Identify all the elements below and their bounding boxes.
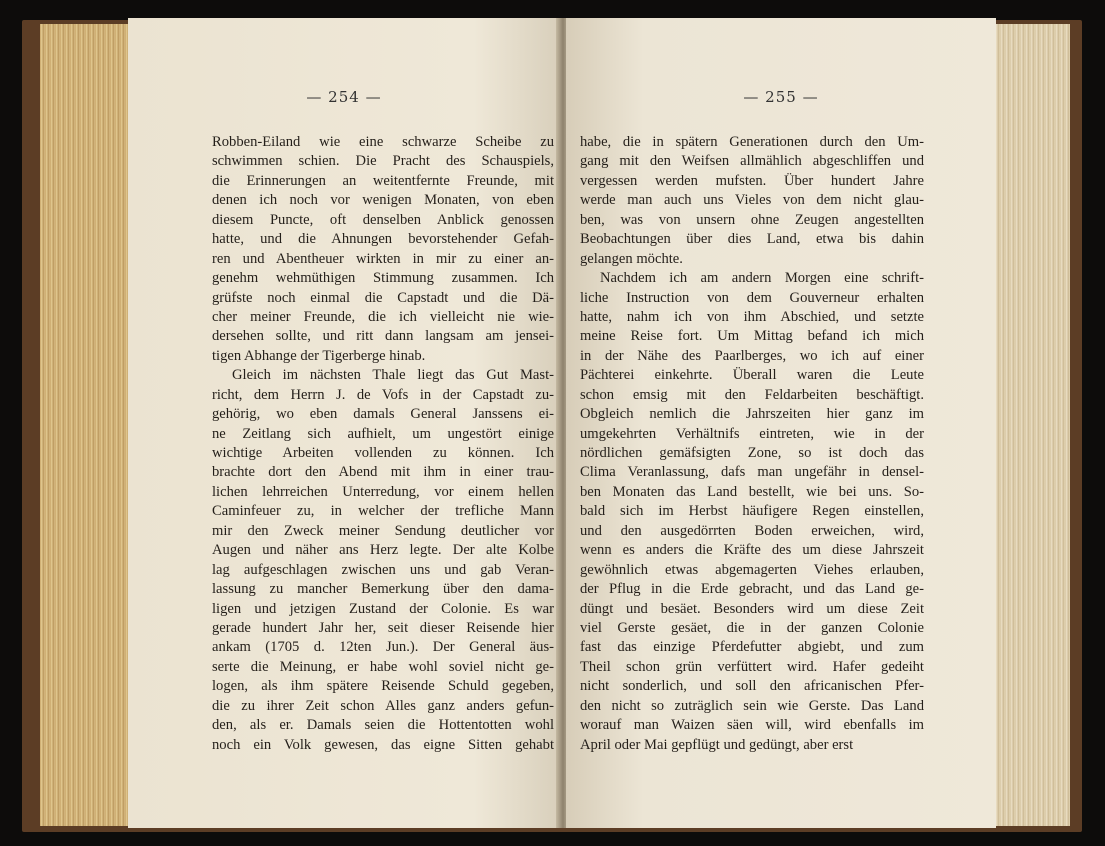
text-line: die Erinnerungen an weitentfernte Freunde, mit [212, 172, 554, 189]
right-page [566, 18, 996, 828]
text-line: ligen und jetzigen Zustand der Colonie. Es war [212, 600, 554, 617]
right-page-text [580, 133, 924, 755]
text-line: hatte, nahm ich von ihm Abschied, und setzte [580, 308, 924, 325]
text-line: April oder Mai gepflügt und gedüngt, aber erst [580, 736, 854, 753]
text-line: die zu ihrer Zeit schon Alles ganz anders gefun- [212, 697, 554, 714]
text-line: in der Nähe des Paarlberges, wo ich auf einer [580, 347, 924, 364]
left-page-edges [40, 24, 136, 826]
text-line: cher meiner Freunde, die ich vielleicht nie wie- [212, 308, 554, 325]
text-line: lassung zu mancher Bemerkung über den dama- [212, 581, 554, 598]
text-line: liche Instruction von dem Gouverneur erhalten [580, 289, 924, 306]
text-line: gerade hundert Jahr her, seit dieser Reisende hier [212, 619, 554, 636]
text-line: logen, als ihm spätere Reisende Schuld gegeben, [212, 678, 554, 695]
text-line: genehm wehmüthigen Stimmung zusammen. Ich [212, 270, 554, 287]
text-line: lag aufgeschlagen zwischen uns und gab Veran- [212, 561, 554, 578]
text-line: und den ausgedörrten Boden erweichen, wird, [580, 522, 924, 539]
text-line: werde man auch uns Vieles von dem nicht glau- [580, 192, 924, 209]
text-line: Pächterei einkehrte. Überall waren die Leute [580, 367, 924, 384]
left-page-number: — 254 — [306, 88, 382, 106]
text-line: meine Reise fort. Um Mittag befand ich mich [580, 328, 924, 345]
text-line: schon emsig mit den Feldarbeiten beschäftigt. [580, 386, 924, 403]
text-line: tigen Abhange der Tigerberge hinab. [212, 347, 426, 364]
text-line: den nicht so zuträglich sein wie Gerste. Das Land [580, 697, 924, 714]
text-line: umgekehrten Verhältnifs eintreten, wie in der [580, 425, 924, 442]
text-line: nicht sonderlich, und soll den africanischen Pfer- [580, 678, 924, 695]
text-line: serte die Meinung, er habe wohl soviel nicht ge- [212, 658, 554, 675]
right-page-number: — 255 — [743, 88, 819, 106]
text-line: gehörig, wo eben damals General Janssens ei- [212, 406, 554, 423]
text-line: hatte, und die Ahnungen bevorstehender Gefah- [212, 231, 554, 248]
text-line: ren und Abentheuer wirkten in mir zu einer an- [212, 250, 554, 267]
text-line: fast das einzige Pferdefutter abgiebt, und zum [580, 639, 924, 656]
text-line: Theil schon grün verfüttert wird. Hafer gedeiht [580, 658, 924, 675]
text-line: brachte dort den Abend mit ihm in einer trau- [212, 464, 554, 481]
text-line: Caminfeuer zu, in welcher der trefliche Mann [212, 503, 554, 520]
text-line: gang mit den Weifsen allmählich abgeschliffen und [580, 153, 924, 170]
text-line: der Pflug in die Erde gebracht, und das Land ge- [580, 581, 924, 598]
text-line: gewöhnlich etwas abgemagerten Viehes erlauben, [580, 561, 924, 578]
text-line: den, als er. Damals seien die Hottentotten wohl [212, 717, 554, 734]
left-page-text [212, 133, 554, 755]
text-line: habe, die in spätern Generationen durch den Um- [580, 134, 924, 150]
text-line: Nachdem ich am andern Morgen eine schrift- [600, 270, 924, 287]
text-line: dersehen sollte, und ritt dann langsam am jensei- [212, 328, 554, 345]
text-line: richt, dem Herrn J. de Vofs in der Capstadt zu- [212, 386, 554, 403]
text-line: grüfste noch einmal die Capstadt und die Dä- [212, 289, 554, 306]
text-line: diesem Puncte, oft denselben Anblick genossen [212, 211, 554, 228]
text-line: ben Monaten das Land bestellt, wie bei uns. So- [580, 483, 924, 500]
text-line: lichen lehrreichen Unterredung, vor einem hellen [212, 483, 554, 500]
text-line: ne Zeitlang sich aufhielt, um ungestört einige [212, 425, 554, 442]
text-line: ankam (1705 d. 12ten Jun.). Der General äus- [212, 639, 554, 656]
right-page-edges [990, 24, 1070, 826]
text-line: Augen und näher ans Herz legte. Der alte Kolbe [212, 542, 554, 559]
text-line: nördlichen gemäfsigten Zone, so ist doch das [580, 445, 924, 461]
text-line: Clima Veranlassung, dafs man ungefähr in densel- [580, 464, 924, 481]
text-line: Obgleich nemlich die Jahrszeiten hier ganz im [580, 406, 924, 423]
text-line: Robben-Eiland wie eine schwarze Scheibe zu [212, 134, 554, 150]
text-line: düngt und besäet. Besonders wird um diese Zeit [580, 600, 924, 617]
text-line: mir den Zweck meiner Sendung deutlicher vor [212, 522, 554, 539]
text-line: bald sich im Herbst häufigere Regen einstellen, [580, 503, 924, 520]
text-line: noch ein Volk gewesen, das eigne Sitten gehabt [212, 736, 554, 753]
text-line: wichtige Arbeiten vollenden zu können. Ich [212, 445, 554, 461]
text-line: viel Gerste gesäet, die in der ganzen Colonie [580, 619, 924, 636]
text-line: worauf man Waizen säen will, wird ebenfalls im [580, 717, 924, 734]
text-line: ben, was von unsern ohne Zeugen angestellten [580, 211, 924, 228]
text-line: Beobachtungen über dies Land, etwa bis dahin [580, 231, 924, 248]
text-line: Gleich im nächsten Thale liegt das Gut Mast- [232, 367, 554, 384]
text-line: denen ich noch vor wenigen Monaten, von eben [212, 192, 554, 209]
text-line: schwimmen schien. Die Pracht des Schauspiels, [212, 153, 554, 170]
left-page [128, 18, 560, 828]
text-line: gelangen möchte. [580, 250, 683, 267]
text-line: vergessen werden mufsten. Über hundert Jahre [580, 172, 924, 189]
text-line: wenn es anders die Kräfte des um diese Jahrszeit [580, 542, 924, 559]
